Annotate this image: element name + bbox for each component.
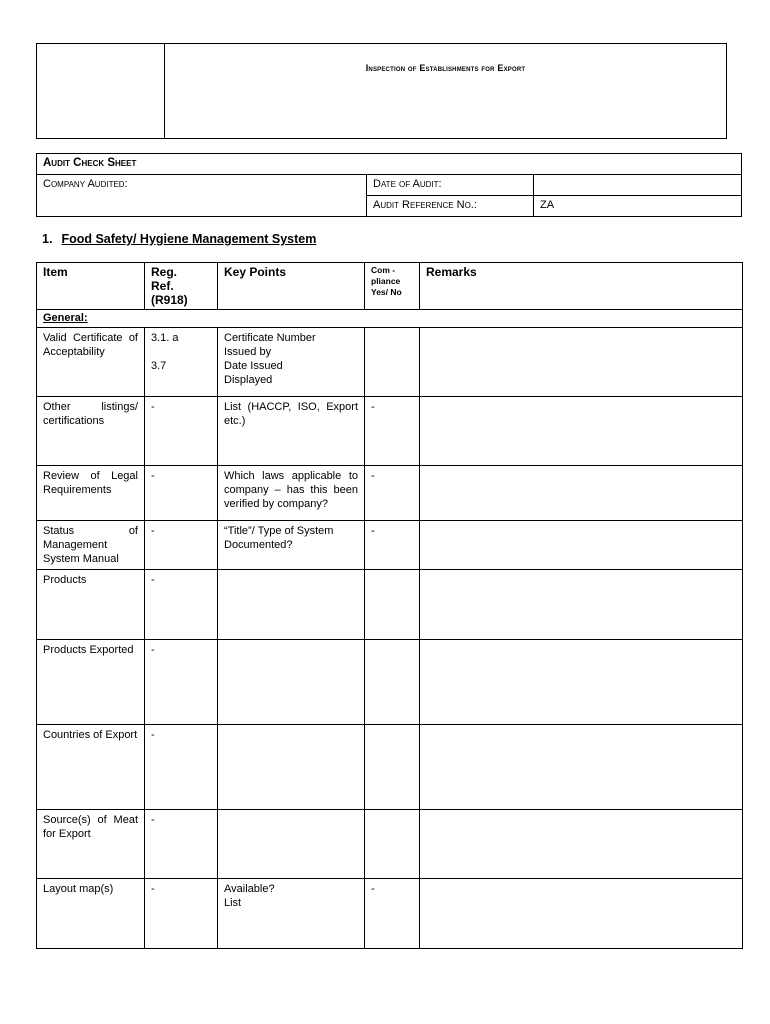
row-key-points	[218, 879, 365, 949]
section-number: 1.	[42, 232, 53, 246]
key-point: Available?	[224, 883, 275, 895]
row-remarks[interactable]	[420, 521, 743, 570]
row-item: Review of Legal Requirements	[37, 466, 145, 521]
row-key-points	[218, 570, 365, 640]
table-row	[37, 570, 743, 640]
row-remarks[interactable]	[420, 640, 743, 725]
row-key-points	[218, 725, 365, 810]
company-audited-label: Company Audited:	[37, 175, 367, 217]
row-ref: -	[145, 466, 218, 521]
key-point: List	[224, 897, 242, 909]
row-compliance[interactable]	[365, 640, 420, 725]
check-table	[36, 262, 743, 949]
audit-sheet-title: Audit Check Sheet	[37, 154, 742, 175]
row-key-points	[218, 328, 365, 397]
row-item: Layout map(s)	[37, 879, 145, 949]
row-compliance[interactable]: -	[365, 466, 420, 521]
row-compliance[interactable]	[365, 725, 420, 810]
col-header-item: Item	[37, 263, 145, 310]
logo-placeholder	[37, 44, 165, 138]
key-point: Date Issued	[224, 360, 283, 372]
audit-reference-field[interactable]: ZA	[534, 196, 742, 217]
table-row	[37, 810, 743, 879]
row-item: Status of Management System Manual	[37, 521, 145, 570]
row-key-points	[218, 640, 365, 725]
row-compliance[interactable]: -	[365, 879, 420, 949]
row-remarks[interactable]	[420, 466, 743, 521]
key-point: Certificate Number	[224, 332, 316, 344]
row-item: Source(s) of Meat for Export	[37, 810, 145, 879]
row-ref-primary: 3.1. a	[151, 332, 179, 344]
section-heading	[42, 232, 316, 246]
row-item: Other listings/ certifications	[37, 397, 145, 466]
row-compliance[interactable]	[365, 328, 420, 397]
table-row	[37, 521, 743, 570]
date-of-audit-label: Date of Audit:	[367, 175, 534, 196]
table-row	[37, 466, 743, 521]
row-ref: -	[145, 879, 218, 949]
section-title: Food Safety/ Hygiene Management System	[61, 232, 317, 246]
row-item: Valid Certificate of Acceptability	[37, 328, 145, 397]
row-item: Products	[37, 570, 145, 640]
table-header-row	[37, 263, 743, 310]
col-header-compliance	[365, 263, 420, 310]
col-header-key-points: Key Points	[218, 263, 365, 310]
col-header-reg-ref	[145, 263, 218, 310]
col-header-reg-ref-text: Reg. Ref. (R918)	[151, 265, 188, 307]
row-compliance[interactable]: -	[365, 397, 420, 466]
audit-reference-label: Audit Reference No.:	[367, 196, 534, 217]
col-header-remarks: Remarks	[420, 263, 743, 310]
row-remarks[interactable]	[420, 328, 743, 397]
row-key-points	[218, 810, 365, 879]
general-label: General:	[43, 312, 88, 324]
row-key-points: “Title”/ Type of System Documented?	[218, 521, 365, 570]
row-compliance[interactable]	[365, 570, 420, 640]
table-row	[37, 725, 743, 810]
document-header	[36, 43, 727, 139]
key-point: Issued by	[224, 346, 272, 358]
general-label-cell	[37, 310, 743, 328]
row-remarks[interactable]	[420, 810, 743, 879]
row-ref: -	[145, 570, 218, 640]
table-row	[37, 879, 743, 949]
table-row	[37, 397, 743, 466]
row-ref	[145, 328, 218, 397]
row-compliance[interactable]	[365, 810, 420, 879]
row-ref-secondary: 3.7	[151, 360, 167, 372]
key-point: Displayed	[224, 374, 273, 386]
date-of-audit-field[interactable]	[534, 175, 742, 196]
general-row	[37, 310, 743, 328]
row-item: Countries of Export	[37, 725, 145, 810]
row-remarks[interactable]	[420, 397, 743, 466]
col-header-compliance-text: Com - pliance Yes/ No	[371, 265, 402, 297]
row-ref: -	[145, 521, 218, 570]
document-title: Inspection of Establishments for Export	[365, 63, 526, 73]
audit-info-table	[36, 153, 742, 217]
row-remarks[interactable]	[420, 570, 743, 640]
row-ref: -	[145, 725, 218, 810]
row-ref: -	[145, 640, 218, 725]
row-ref: -	[145, 810, 218, 879]
row-key-points: List (HACCP, ISO, Export etc.)	[218, 397, 365, 466]
row-remarks[interactable]	[420, 879, 743, 949]
table-row	[37, 328, 743, 397]
row-key-points: Which laws applicable to company – has this been verified by company?	[218, 466, 365, 521]
table-row	[37, 640, 743, 725]
row-remarks[interactable]	[420, 725, 743, 810]
row-compliance[interactable]: -	[365, 521, 420, 570]
row-item: Products Exported	[37, 640, 145, 725]
row-ref: -	[145, 397, 218, 466]
